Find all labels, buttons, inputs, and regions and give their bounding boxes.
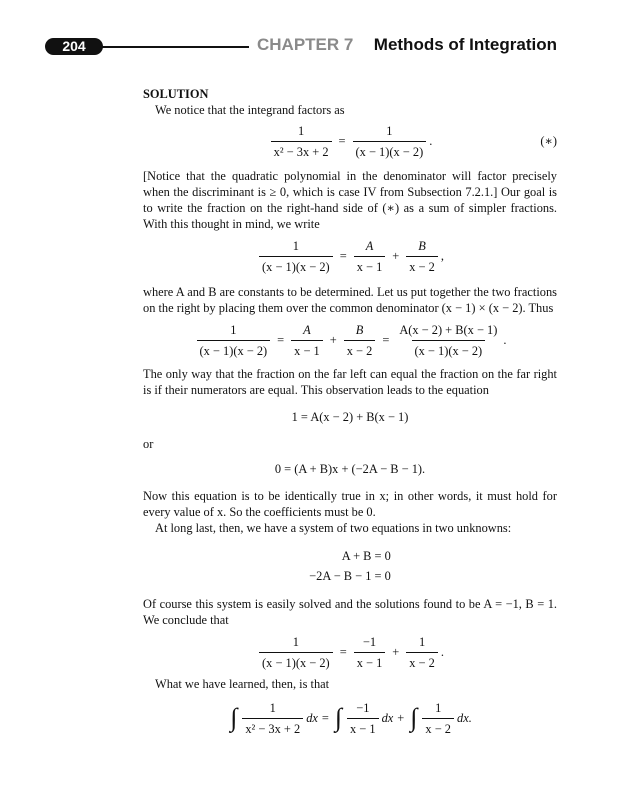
paragraph-intro: We notice that the integrand factors as	[155, 103, 345, 117]
equation-partial-fractions: $\frac{1}{(x - 1)(x - 2)}$ = $\frac{A}{x - 1}$ + $\frac{B}{x - 2}$ ,	[143, 232, 557, 280]
integral-sign: ∫	[410, 703, 418, 732]
equation-star: $\frac{1}{\text{x² − 3x + 2}}$ = $\frac{1}{(x - 1)(x - 2)}$ . (∗)	[143, 118, 557, 164]
system-equation-1: A + B = 0	[341, 549, 391, 563]
system-equation-2: −2A − B − 1 = 0	[309, 569, 391, 583]
equation-decomposition-result: $\frac{1}{(x - 1)(x - 2)}$ = $\frac{-1}{x - 1}$ + $\frac{1}{x - 2}$ .	[143, 628, 557, 676]
equation-coefficients: 0 = (A + B)x + (−2A − B − 1).	[274, 462, 426, 476]
equation-common-denominator: $\frac{1}{(x - 1)(x - 2)}$ = $\frac{A}{x - 1}$ + $\frac{B}{x - 2}$ = $\frac{A(x - 2) + B(x - 1)}{(x - 1)(x - 2)}$ .	[143, 316, 557, 364]
solution-heading: SOLUTION	[143, 87, 209, 101]
integral-sign: ∫	[230, 703, 238, 732]
header-rule	[99, 46, 249, 48]
paragraph-identically-true: Now this equation is to be identically true in x; in other words, it must hold for every value of x. So the coefficients must be 0.	[143, 489, 557, 519]
page-number-badge: 204	[45, 38, 103, 55]
paragraph-learned: What we have learned, then, is that	[155, 677, 330, 691]
page-body	[143, 86, 557, 744]
paragraph-solution: Of course this system is easily solved and the solutions found to be A = −1, B = 1. We conclude that	[143, 597, 557, 627]
equation-system	[143, 536, 557, 596]
chapter-label: CHAPTER 7	[257, 35, 354, 54]
equation-identity: 1 = A(x − 2) + B(x − 1)	[291, 410, 409, 424]
running-header	[45, 32, 557, 60]
fraction: $\frac{1}{(x - 1)(x - 2)}$	[353, 123, 427, 160]
equation-integral: ∫ $\frac{1}{\text{x² − 3x + 2}}$ dx = ∫ $\frac{-1}{x - 1}$ dx + ∫ $\frac{1}{x - 2}$ dx.	[230, 700, 472, 736]
text-or: or	[143, 437, 154, 451]
paragraph-constants: where A and B are constants to be determined. Let us put together the two fractions on the right by placing them over the common denominator (x − 1) × (x − 2). Thus	[143, 285, 557, 315]
chapter-title: Methods of Integration	[373, 35, 557, 54]
paragraph-notice: [Notice that the quadratic polynomial in the denominator will factor precisely when the discriminant is ≥ 0, which is case IV from Subsection 7.2.1.] Our goal is to write the fraction on the right-hand side of (∗) as a sum of simpler fractions. With this thought in mind, we write	[143, 169, 557, 231]
paragraph-system-intro: At long last, then, we have a system of two equations in two unknowns:	[155, 521, 512, 535]
equation-tag: (∗)	[540, 134, 557, 148]
integral-sign: ∫	[334, 703, 343, 732]
paragraph-numerators: The only way that the fraction on the far left can equal the fraction on the far right is if their numerators are equal. This observation leads to the equation	[143, 367, 557, 397]
fraction: $\frac{1}{\text{x² − 3x + 2}}$	[271, 123, 332, 160]
